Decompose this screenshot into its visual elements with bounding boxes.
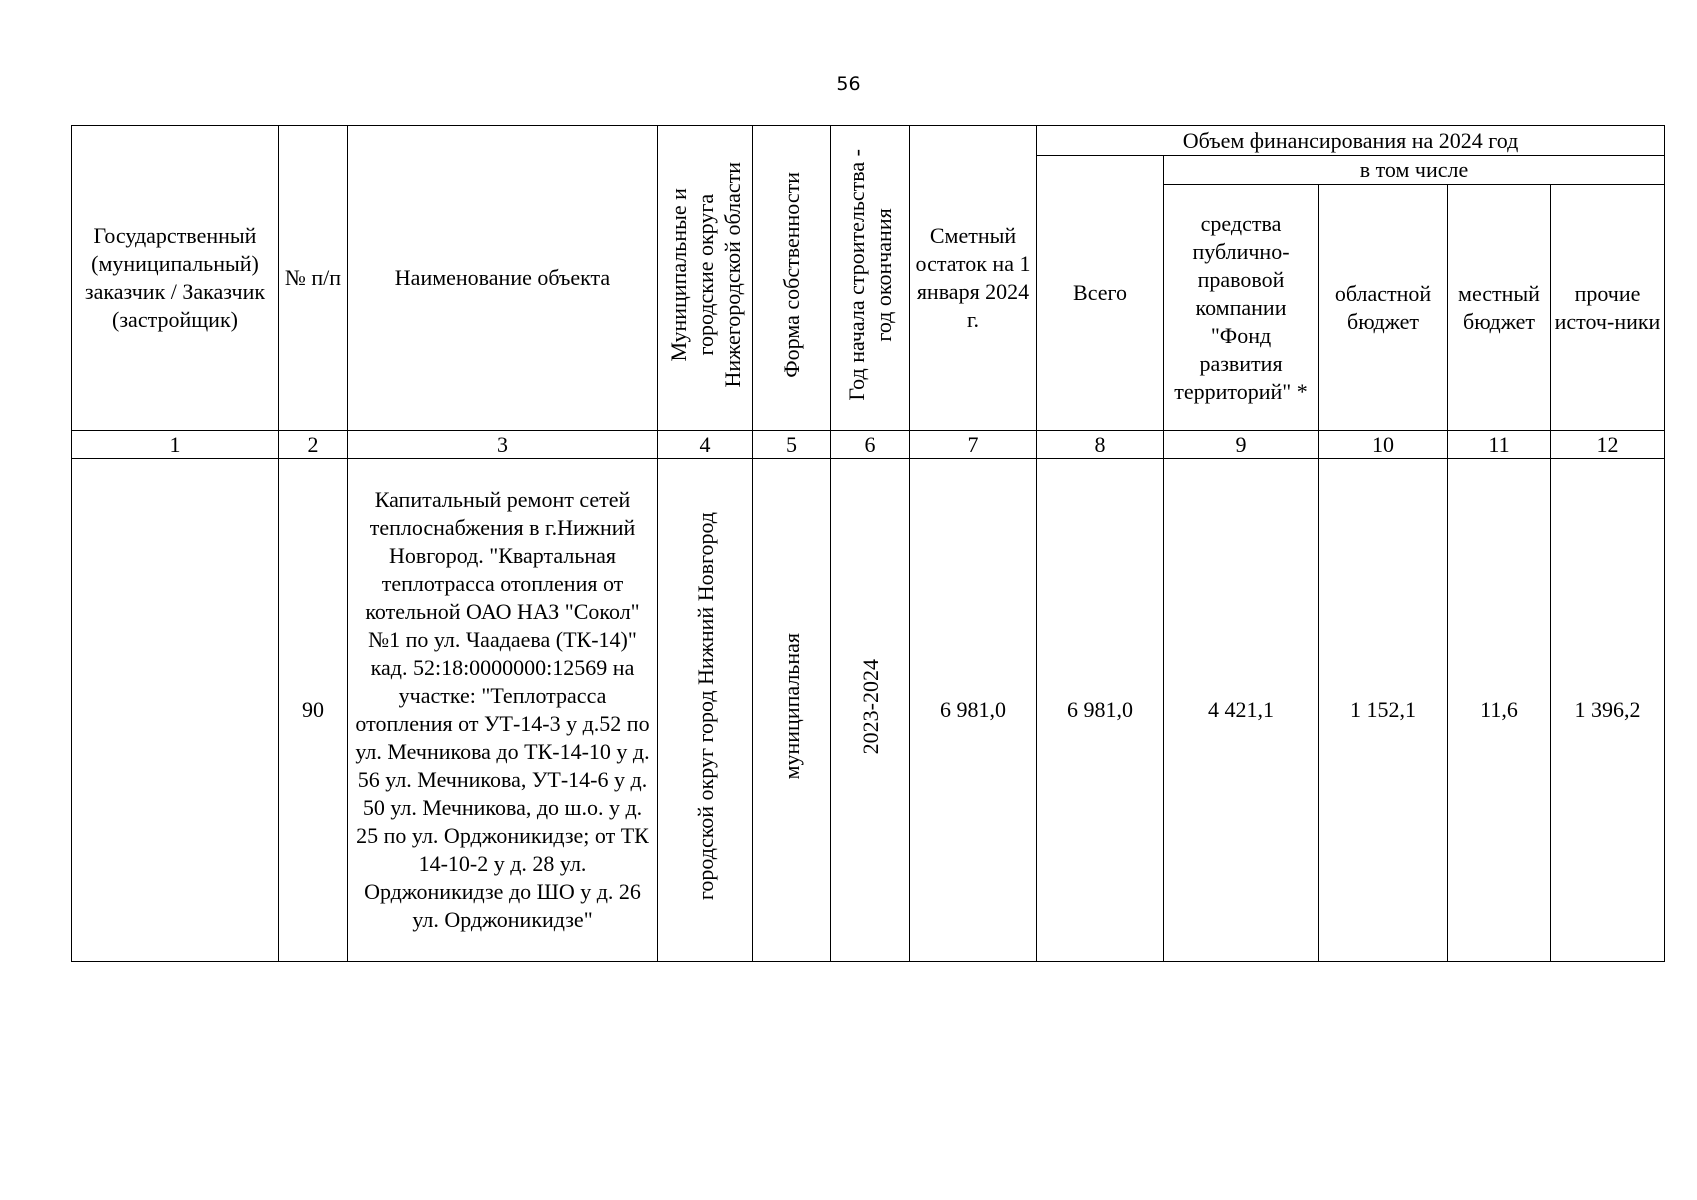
header-municipality [658, 126, 753, 431]
row-object-name: Капитальный ремонт сетей теплоснабжения в г.Нижний Новгород. "Квартальная теплотрасса отопления от котельной ОАО НАЗ "Сокол" №1 по ул. Чаадаева (ТК-14)" кад. 52:18:0000000:12569 на участке: "Теплотрасса отопления от УТ-14-3 у д.52 по ул. Мечникова до ТК-14-10 у д. 56 ул. Мечникова, УТ-14-6 у д. 50 ул. Мечникова, до ш.о. у д. 25 по ул. Орджоникидзе; от ТК 14-10-2 у д. 28 ул. Орджоникидзе до ШО у д. 26 ул. Орджоникидзе" [348, 459, 658, 962]
column-number: 7 [910, 431, 1037, 459]
row-number: 90 [279, 459, 348, 962]
row-years [831, 459, 910, 962]
column-number: 1 [72, 431, 279, 459]
header-local: местный бюджет [1448, 185, 1551, 431]
column-number: 4 [658, 431, 753, 459]
row-municipality-text: городской округ город Нижний Новгород [692, 512, 718, 901]
header-ownership [753, 126, 831, 431]
row-fund: 4 421,1 [1164, 459, 1319, 962]
header-fund: средства публично-правовой компании "Фонд развития территорий" * [1164, 185, 1319, 431]
column-numbers-row [72, 431, 1665, 459]
header-municipality-line3: Нижегородской области [719, 161, 745, 388]
header-years-line1: Год начала строительства - [844, 148, 869, 401]
column-number: 9 [1164, 431, 1319, 459]
column-number: 6 [831, 431, 910, 459]
column-number: 2 [279, 431, 348, 459]
header-customer: Государственный (муниципальный) заказчик / Заказчик (застройщик) [72, 126, 279, 431]
header-row-no: № п/п [279, 126, 348, 431]
column-number: 8 [1037, 431, 1164, 459]
header-estimate: Сметный остаток на 1 января 2024 г. [910, 126, 1037, 431]
column-number: 12 [1551, 431, 1665, 459]
row-municipality [658, 459, 753, 962]
header-municipality-line2: городские округа [692, 193, 718, 356]
header-ownership-text: Форма собственности [779, 171, 804, 378]
table-row [72, 459, 1665, 962]
header-regional: областной бюджет [1319, 185, 1448, 431]
row-estimate: 6 981,0 [910, 459, 1037, 962]
row-local: 11,6 [1448, 459, 1551, 962]
column-number: 3 [348, 431, 658, 459]
row-total: 6 981,0 [1037, 459, 1164, 962]
page-number: 56 [836, 73, 861, 95]
column-number: 10 [1319, 431, 1448, 459]
column-number: 11 [1448, 431, 1551, 459]
header-years [831, 126, 910, 431]
header-object-name: Наименование объекта [348, 126, 658, 431]
header-other: прочие источ-ники [1551, 185, 1665, 431]
row-ownership-text: муниципальная [779, 633, 804, 780]
row-customer [72, 459, 279, 962]
column-number: 5 [753, 431, 831, 459]
financing-table [71, 125, 1665, 962]
header-total: Всего [1037, 156, 1164, 431]
header-funding-group: Объем финансирования на 2024 год [1037, 126, 1665, 156]
header-including: в том числе [1164, 156, 1665, 185]
header-municipality-line1: Муниципальные и [665, 187, 691, 362]
row-regional: 1 152,1 [1319, 459, 1448, 962]
row-years-text: 2023-2024 [857, 658, 883, 755]
row-other: 1 396,2 [1551, 459, 1665, 962]
row-ownership [753, 459, 831, 962]
header-years-line2: год окончания [871, 207, 896, 342]
